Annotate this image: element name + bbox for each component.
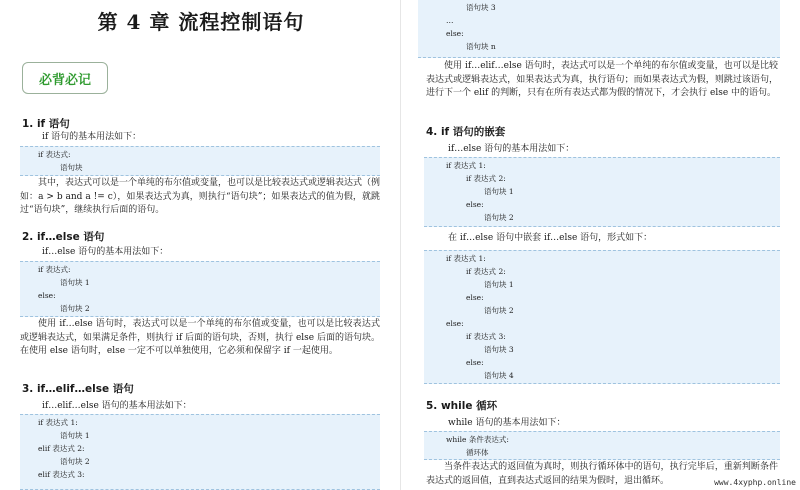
code-line: else:: [446, 29, 464, 38]
nested-if-lead: if…else 语句的基本用法如下：: [448, 144, 575, 154]
nested-if-lead-2: 在 if…else 语句中嵌套 if…else 语句，形式如下：: [448, 233, 653, 243]
if-else-lead: if…else 语句的基本用法如下：: [42, 247, 169, 257]
if-paragraph: 其中，表达式可以是一个单纯的布尔值或变量，也可以是比较表达式或逻辑表达式（例如：a > b and a != c），如果表达式为真，则执行“语句块”；如果表达式的值为假，就跳过“语句块”，继续执行后面的语句。: [20, 178, 381, 215]
while-lead: while 语句的基本用法如下：: [448, 418, 566, 428]
code-block-if-elif-else-continued: [418, 0, 780, 58]
code-line: 语句块 2: [60, 457, 90, 466]
code-line: …: [446, 16, 454, 25]
page-divider: [400, 0, 401, 490]
code-line: 语句块 2: [484, 213, 514, 222]
code-line: if 表达式 1:: [446, 161, 486, 170]
code-line: 循环体: [466, 448, 489, 457]
code-block-while: [424, 431, 780, 460]
code-line: if 表达式 1:: [446, 254, 486, 263]
code-line: elif 表达式 3:: [38, 470, 85, 479]
section-title-while: 5. while 循环: [426, 400, 498, 412]
code-line: if 表达式:: [38, 265, 71, 274]
while-paragraph: 当条件表达式的返回值为真时，则执行循环体中的语句，执行完毕后，重新判断条件表达式的返回值，直到表达式返回的结果为假时，退出循环。: [426, 462, 778, 486]
code-line: else:: [466, 358, 484, 367]
code-line: 语句块 4: [484, 371, 514, 380]
code-line: 语句块 3: [484, 345, 514, 354]
code-line: elif 表达式 2:: [38, 444, 85, 453]
code-line: if 表达式 1:: [38, 418, 78, 427]
code-line: else:: [38, 291, 56, 300]
code-line: 语句块 2: [484, 306, 514, 315]
if-lead: if 语句的基本用法如下：: [42, 132, 142, 142]
if-elif-else-lead: if…elif…else 语句的基本用法如下：: [42, 401, 192, 411]
watermark: www.4xyphp.online: [714, 478, 796, 487]
code-block-if-elif-else: [20, 414, 380, 490]
right-page: [418, 0, 780, 490]
code-line: 语句块 2: [60, 304, 90, 313]
code-line: else:: [466, 293, 484, 302]
code-line: 语句块 1: [484, 187, 514, 196]
left-page: [20, 0, 382, 490]
code-line: if 表达式 2:: [466, 174, 506, 183]
section-title-if-else: 2. if…else 语句: [22, 231, 105, 243]
code-line: 语句块 1: [484, 280, 514, 289]
code-line: 语句块 3: [466, 3, 496, 12]
if-else-paragraph: 使用 if…else 语句时，表达式可以是一个单纯的布尔值或变量，也可以是比较表达式或逻辑表达式，如果满足条件，则执行 if 后面的语句块，否则，执行 else 后面的语句块。在使用 else 语句时，else 一定不可以单独使用，它必须和保留字 if 一起使用。: [20, 319, 380, 356]
code-block-if: [20, 146, 380, 176]
code-line: 语句块 n: [466, 42, 496, 51]
code-block-if-else: [20, 261, 380, 317]
section-title-if: 1. if 语句: [22, 118, 70, 130]
code-block-nested-if-1: [424, 157, 780, 227]
section-title-if-elif-else: 3. if…elif…else 语句: [22, 383, 134, 395]
code-line: if 表达式:: [38, 150, 71, 159]
chapter-title: 第 4 章 流程控制语句: [97, 10, 305, 34]
code-line: 语句块: [60, 163, 83, 172]
code-line: 语句块 1: [60, 278, 90, 287]
code-block-nested-if-2: [424, 250, 780, 384]
code-line: if 表达式 2:: [466, 267, 506, 276]
code-line: else:: [446, 319, 464, 328]
code-line: while 条件表达式:: [446, 435, 509, 444]
code-line: if 表达式 3:: [466, 332, 506, 341]
if-elif-else-paragraph: 使用 if…elif…else 语句时，表达式可以是一个单纯的布尔值或变量，也可以是比较表达式或逻辑表达式，如果表达式为真，执行语句；而如果表达式为假，则跳过该语句，进行下一个 elif 的判断，只有在所有表达式都为假的情况下，才会执行 else 中的语句。: [426, 61, 778, 98]
section-title-nested-if: 4. if 语句的嵌套: [426, 126, 506, 138]
section-badge: 必背必记: [22, 62, 108, 94]
code-line: 语句块 1: [60, 431, 90, 440]
code-line: else:: [466, 200, 484, 209]
